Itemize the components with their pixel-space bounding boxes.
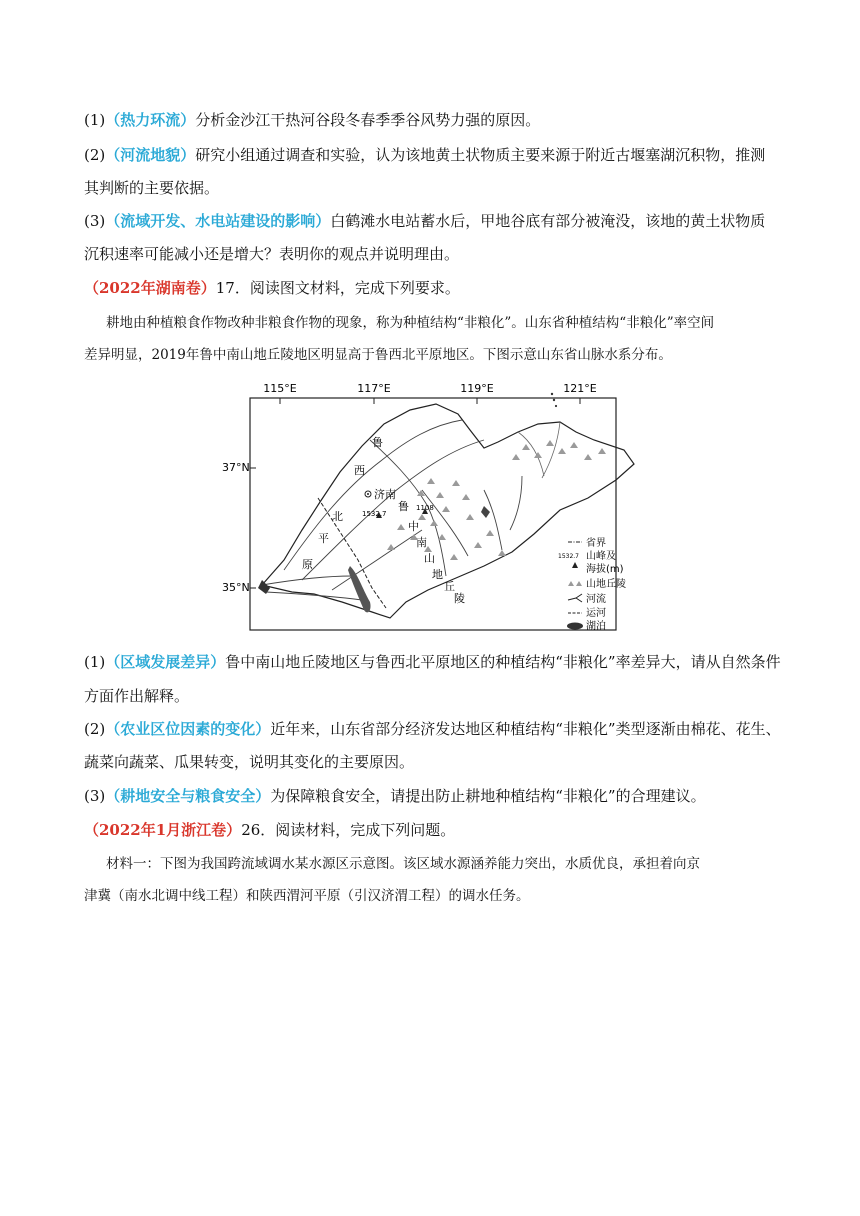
q1-part3	[84, 211, 765, 231]
q26-material-line2: 津冀（南水北调中线工程）和陕西渭河平原（引汉济渭工程）的调水任务。	[84, 888, 530, 904]
legend-boundary: 省界	[586, 538, 606, 549]
q1-part1	[84, 110, 540, 130]
legend-lake-symbol	[567, 623, 583, 630]
region-c-char-3: 南	[416, 536, 427, 549]
legend-canal: 运河	[586, 608, 606, 619]
q17-part1	[84, 652, 781, 672]
lon-label-117: 117°E	[357, 382, 391, 395]
q1-part3-num: (3)	[84, 212, 106, 230]
q1-part2-text1: 研究小组通过调查和实验，认为该地黄土状物质主要来源于附近古堰塞湖沉积物，推测	[195, 146, 766, 164]
map-frame	[250, 398, 616, 630]
lon-label-119: 119°E	[460, 382, 494, 395]
region-nw-char-3: 北	[332, 510, 343, 523]
lat-label-37: 37°N	[222, 461, 250, 474]
q17-part2-cont: 蔬菜向蔬菜、瓜果转变，说明其变化的主要原因。	[84, 753, 415, 771]
q17-part1-cont: 方面作出解释。	[84, 687, 190, 705]
q1-part1-text: 分析金沙江干热河谷段冬春季季谷风势力强的原因。	[195, 111, 541, 129]
lat-label-35: 35°N	[222, 581, 250, 594]
q17-part3-tag: （耕地安全与粮食安全）	[105, 787, 271, 805]
q17-part3-text: 为保障粮食安全，请提出防止耕地种植结构“非粮化”的合理建议。	[270, 787, 706, 805]
q1-part3-cont: 沉积速率可能减小还是增大？表明你的观点并说明理由。	[84, 245, 460, 263]
q1-part2	[84, 145, 765, 165]
q17-part1-num: (1)	[84, 653, 106, 671]
q1-part2-tag: （河流地貌）	[105, 146, 196, 164]
q26-title: 26．阅读材料，完成下列问题。	[241, 821, 456, 839]
legend-river: 河流	[586, 594, 606, 605]
q1-part3-tag: （流域开发、水电站建设的影响）	[105, 212, 331, 230]
q1-part2-num: (2)	[84, 146, 106, 164]
legend-hills: 山地丘陵	[586, 579, 626, 590]
region-c-char-1: 鲁	[398, 500, 409, 513]
legend-lake: 湖泊	[586, 621, 606, 632]
lon-label-121: 121°E	[563, 382, 597, 395]
region-c-char-7: 陵	[454, 592, 465, 605]
region-nw-char-1: 鲁	[372, 436, 383, 449]
legend-peak-unit: 海拔(m)	[586, 564, 624, 575]
legend-peak-sample: 1532.7	[558, 553, 579, 560]
q1-part1-tag: （热力环流）	[105, 111, 196, 129]
region-nw-char-4: 平	[318, 532, 329, 545]
q17-material-line1: 耕地由种植粮食作物改种非粮食作物的现象，称为种植结构“非粮化”。山东省种植结构“非粮化”率空间	[106, 315, 715, 331]
city-label: 济南	[374, 488, 396, 501]
region-c-char-6: 丘	[444, 580, 455, 593]
region-nw-char-5: 原	[302, 558, 313, 571]
q26-heading	[84, 820, 455, 840]
q26-source: （2022年1月浙江卷）	[84, 821, 242, 839]
q1-part3-text1: 白鹤滩水电站蓄水后，甲地谷底有部分被淹没，该地的黄土状物质	[330, 212, 766, 230]
q1-part2-cont: 其判断的主要依据。	[84, 179, 220, 197]
q17-source: （2022年湖南卷）	[84, 279, 216, 297]
region-c-char-5: 地	[432, 568, 443, 581]
q17-part1-tag: （区域发展差异）	[105, 653, 226, 671]
q17-title: 17．阅读图文材料，完成下列要求。	[215, 279, 460, 297]
region-c-char-4: 山	[424, 552, 435, 565]
region-nw-char-2: 西	[354, 464, 365, 477]
q1-part1-num: (1)	[84, 111, 106, 129]
lon-label-115: 115°E	[263, 382, 297, 395]
q26-material-line1: 材料一：下图为我国跨流域调水某水源区示意图。该区域水源涵养能力突出，水质优良，承担着向京	[106, 856, 700, 872]
q17-part3	[84, 786, 706, 806]
peak-elevation-1: 1532.7	[362, 510, 387, 518]
q17-heading	[84, 278, 460, 298]
peak-elevation-2: 1108	[416, 504, 434, 512]
legend-peak: 山峰及	[586, 551, 616, 562]
q17-material-line2: 差异明显，2019年鲁中南山地丘陵地区明显高于鲁西北平原地区。下图示意山东省山脉水系分布。	[84, 347, 672, 363]
q17-part1-text1: 鲁中南山地丘陵地区与鲁西北平原地区的种植结构“非粮化”率差异大，请从自然条件	[225, 653, 781, 671]
shandong-map	[222, 380, 642, 636]
q17-part2-text1: 近年来，山东省部分经济发达地区种植结构“非粮化”类型逐渐由棉花、花生、	[270, 720, 781, 738]
q17-part2-num: (2)	[84, 720, 106, 738]
q17-part2-tag: （农业区位因素的变化）	[105, 720, 271, 738]
q17-part2	[84, 719, 781, 739]
q17-part3-num: (3)	[84, 787, 106, 805]
region-c-char-2: 中	[408, 520, 419, 533]
